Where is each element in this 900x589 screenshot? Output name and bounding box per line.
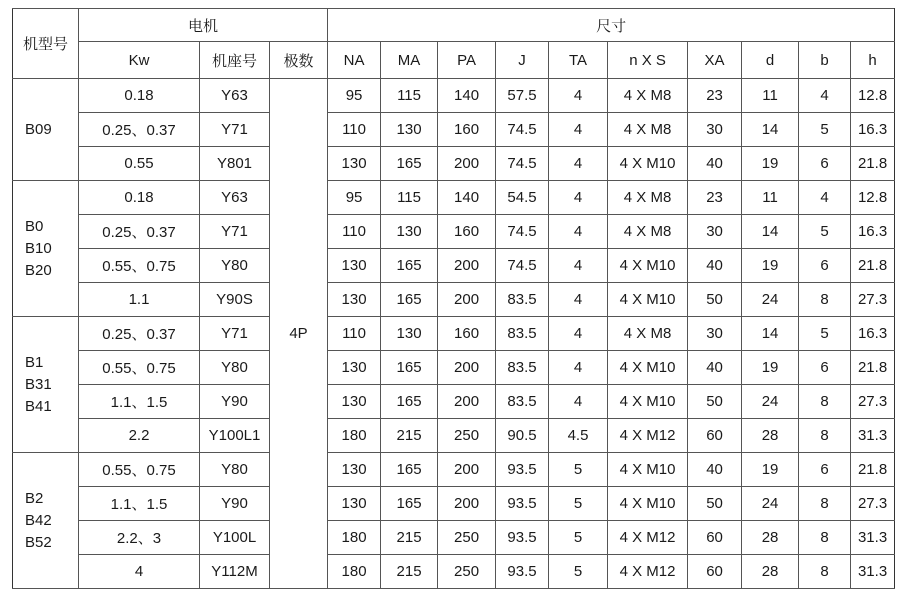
- kw-cell: 1.1、1.5: [79, 487, 200, 521]
- dim-cell-nxs: 4 X M10: [608, 487, 688, 521]
- model-name: B31: [25, 375, 52, 393]
- dim-cell-h: 31.3: [851, 521, 895, 555]
- dim-cell-xa: 50: [688, 487, 742, 521]
- dim-cell-h: 21.8: [851, 453, 895, 487]
- dim-cell-j: 83.5: [496, 317, 549, 351]
- dim-cell-ta: 4.5: [549, 419, 608, 453]
- table-row: [13, 351, 895, 385]
- kw-cell: 4: [79, 555, 200, 589]
- dim-cell-h: 16.3: [851, 317, 895, 351]
- dim-cell-ma: 130: [381, 317, 438, 351]
- dim-cell-h: 21.8: [851, 147, 895, 181]
- kw-cell: 0.55、0.75: [79, 351, 200, 385]
- dim-cell-na: 180: [328, 521, 381, 555]
- dim-cell-d: 19: [742, 453, 799, 487]
- dim-cell-na: 130: [328, 249, 381, 283]
- dim-cell-ta: 5: [549, 521, 608, 555]
- header-col-ma: MA: [381, 42, 438, 79]
- dim-cell-ma: 165: [381, 453, 438, 487]
- header-model: 机型号: [13, 9, 79, 79]
- header-col-d: d: [742, 42, 799, 79]
- dim-cell-pa: 200: [438, 453, 496, 487]
- kw-cell: 2.2、3: [79, 521, 200, 555]
- dim-cell-d: 24: [742, 385, 799, 419]
- dim-cell-ma: 115: [381, 181, 438, 215]
- dim-cell-xa: 23: [688, 79, 742, 113]
- header-dims: 尺寸: [328, 9, 895, 42]
- dim-cell-nxs: 4 X M10: [608, 283, 688, 317]
- model-name: B52: [25, 533, 52, 551]
- dim-cell-j: 57.5: [496, 79, 549, 113]
- dim-cell-ma: 165: [381, 283, 438, 317]
- header-col-na: NA: [328, 42, 381, 79]
- model-group-cell: [13, 453, 79, 589]
- dim-cell-d: 24: [742, 283, 799, 317]
- dim-cell-ta: 5: [549, 453, 608, 487]
- dim-cell-d: 19: [742, 351, 799, 385]
- dim-cell-xa: 60: [688, 521, 742, 555]
- dim-cell-pa: 160: [438, 317, 496, 351]
- dim-cell-pa: 250: [438, 419, 496, 453]
- dim-cell-ta: 5: [549, 555, 608, 589]
- table-row: [13, 249, 895, 283]
- dim-cell-nxs: 4 X M8: [608, 215, 688, 249]
- dim-cell-j: 74.5: [496, 249, 549, 283]
- table-row: [13, 317, 895, 351]
- table-row: [13, 113, 895, 147]
- header-col-j: J: [496, 42, 549, 79]
- dim-cell-pa: 140: [438, 79, 496, 113]
- dim-cell-xa: 40: [688, 453, 742, 487]
- frame-cell: Y100L: [200, 521, 270, 555]
- frame-cell: Y100L1: [200, 419, 270, 453]
- dim-cell-h: 16.3: [851, 113, 895, 147]
- model-name: B0: [25, 217, 44, 235]
- header-col-xa: XA: [688, 42, 742, 79]
- dim-cell-na: 130: [328, 283, 381, 317]
- dim-cell-ta: 4: [549, 351, 608, 385]
- kw-cell: 0.55: [79, 147, 200, 181]
- dim-cell-ta: 5: [549, 487, 608, 521]
- dim-cell-ta: 4: [549, 113, 608, 147]
- dim-cell-b: 6: [799, 351, 851, 385]
- header-kw: Kw: [79, 42, 200, 79]
- dim-cell-b: 8: [799, 283, 851, 317]
- dim-cell-b: 6: [799, 453, 851, 487]
- dim-cell-xa: 40: [688, 147, 742, 181]
- dim-cell-na: 130: [328, 453, 381, 487]
- model-name: B20: [25, 261, 52, 279]
- spec-table: [12, 8, 895, 589]
- dim-cell-ma: 165: [381, 385, 438, 419]
- dim-cell-b: 8: [799, 521, 851, 555]
- dim-cell-ta: 4: [549, 249, 608, 283]
- dim-cell-h: 16.3: [851, 215, 895, 249]
- dim-cell-ma: 215: [381, 521, 438, 555]
- frame-cell: Y90S: [200, 283, 270, 317]
- dim-cell-ma: 215: [381, 419, 438, 453]
- dim-cell-b: 6: [799, 249, 851, 283]
- table-row: [13, 453, 895, 487]
- dim-cell-d: 14: [742, 215, 799, 249]
- dim-cell-pa: 200: [438, 283, 496, 317]
- model-group-cell: [13, 79, 79, 181]
- header-row-sub: [13, 42, 895, 79]
- dim-cell-h: 21.8: [851, 249, 895, 283]
- dim-cell-na: 110: [328, 215, 381, 249]
- frame-cell: Y63: [200, 181, 270, 215]
- dim-cell-ta: 4: [549, 79, 608, 113]
- dim-cell-h: 27.3: [851, 385, 895, 419]
- dim-cell-h: 21.8: [851, 351, 895, 385]
- dim-cell-nxs: 4 X M12: [608, 521, 688, 555]
- dim-cell-na: 130: [328, 487, 381, 521]
- dim-cell-xa: 40: [688, 351, 742, 385]
- poles-cell: 4P: [270, 79, 328, 589]
- dim-cell-j: 74.5: [496, 113, 549, 147]
- dim-cell-b: 8: [799, 555, 851, 589]
- dim-cell-nxs: 4 X M10: [608, 351, 688, 385]
- dim-cell-h: 31.3: [851, 419, 895, 453]
- dim-cell-ta: 4: [549, 181, 608, 215]
- dim-cell-j: 74.5: [496, 215, 549, 249]
- model-group-cell: [13, 181, 79, 317]
- frame-cell: Y80: [200, 453, 270, 487]
- frame-cell: Y801: [200, 147, 270, 181]
- dim-cell-xa: 30: [688, 317, 742, 351]
- dim-cell-b: 8: [799, 419, 851, 453]
- kw-cell: 0.55、0.75: [79, 453, 200, 487]
- dim-cell-na: 95: [328, 79, 381, 113]
- dim-cell-ta: 4: [549, 147, 608, 181]
- frame-cell: Y90: [200, 487, 270, 521]
- dim-cell-nxs: 4 X M8: [608, 113, 688, 147]
- dim-cell-j: 74.5: [496, 147, 549, 181]
- dim-cell-pa: 140: [438, 181, 496, 215]
- dim-cell-xa: 50: [688, 283, 742, 317]
- kw-cell: 0.55、0.75: [79, 249, 200, 283]
- dim-cell-nxs: 4 X M8: [608, 79, 688, 113]
- dim-cell-pa: 160: [438, 215, 496, 249]
- table-row: [13, 147, 895, 181]
- dim-cell-pa: 200: [438, 351, 496, 385]
- dim-cell-na: 130: [328, 147, 381, 181]
- dim-cell-d: 19: [742, 249, 799, 283]
- dim-cell-xa: 30: [688, 215, 742, 249]
- dim-cell-j: 83.5: [496, 385, 549, 419]
- table-row: [13, 385, 895, 419]
- dim-cell-xa: 40: [688, 249, 742, 283]
- header-frame: 机座号: [200, 42, 270, 79]
- dim-cell-xa: 30: [688, 113, 742, 147]
- frame-cell: Y71: [200, 317, 270, 351]
- header-col-pa: PA: [438, 42, 496, 79]
- dim-cell-h: 27.3: [851, 487, 895, 521]
- dim-cell-na: 110: [328, 113, 381, 147]
- dim-cell-b: 5: [799, 215, 851, 249]
- dim-cell-pa: 160: [438, 113, 496, 147]
- dim-cell-nxs: 4 X M10: [608, 249, 688, 283]
- dim-cell-pa: 200: [438, 147, 496, 181]
- dim-cell-j: 83.5: [496, 351, 549, 385]
- dim-cell-d: 11: [742, 181, 799, 215]
- dim-cell-ma: 115: [381, 79, 438, 113]
- kw-cell: 1.1、1.5: [79, 385, 200, 419]
- model-name: B10: [25, 239, 52, 257]
- header-poles: 极数: [270, 42, 328, 79]
- dim-cell-ma: 130: [381, 215, 438, 249]
- frame-cell: Y90: [200, 385, 270, 419]
- kw-cell: 0.25、0.37: [79, 317, 200, 351]
- dim-cell-nxs: 4 X M12: [608, 555, 688, 589]
- dim-cell-d: 28: [742, 521, 799, 555]
- dim-cell-ma: 165: [381, 487, 438, 521]
- dim-cell-b: 4: [799, 181, 851, 215]
- dim-cell-nxs: 4 X M10: [608, 453, 688, 487]
- dim-cell-j: 90.5: [496, 419, 549, 453]
- dim-cell-pa: 250: [438, 555, 496, 589]
- model-name: B42: [25, 511, 52, 529]
- kw-cell: 2.2: [79, 419, 200, 453]
- dim-cell-na: 130: [328, 351, 381, 385]
- model-name: B09: [25, 120, 52, 138]
- table-row: [13, 487, 895, 521]
- dim-cell-xa: 60: [688, 419, 742, 453]
- dim-cell-b: 5: [799, 113, 851, 147]
- frame-cell: Y63: [200, 79, 270, 113]
- dim-cell-ma: 165: [381, 249, 438, 283]
- dim-cell-na: 110: [328, 317, 381, 351]
- model-name: B2: [25, 489, 44, 507]
- dim-cell-ta: 4: [549, 215, 608, 249]
- frame-cell: Y80: [200, 351, 270, 385]
- kw-cell: 1.1: [79, 283, 200, 317]
- dim-cell-xa: 50: [688, 385, 742, 419]
- dim-cell-ta: 4: [549, 317, 608, 351]
- header-col-b: b: [799, 42, 851, 79]
- dim-cell-j: 83.5: [496, 283, 549, 317]
- dim-cell-d: 14: [742, 317, 799, 351]
- header-col-ta: TA: [549, 42, 608, 79]
- dim-cell-na: 95: [328, 181, 381, 215]
- kw-cell: 0.25、0.37: [79, 113, 200, 147]
- dim-cell-h: 12.8: [851, 79, 895, 113]
- dim-cell-h: 12.8: [851, 181, 895, 215]
- dim-cell-ma: 215: [381, 555, 438, 589]
- dim-cell-b: 8: [799, 385, 851, 419]
- kw-cell: 0.25、0.37: [79, 215, 200, 249]
- dim-cell-xa: 23: [688, 181, 742, 215]
- dim-cell-ma: 165: [381, 147, 438, 181]
- dim-cell-j: 93.5: [496, 521, 549, 555]
- dim-cell-nxs: 4 X M8: [608, 181, 688, 215]
- dim-cell-b: 8: [799, 487, 851, 521]
- kw-cell: 0.18: [79, 181, 200, 215]
- table-row: [13, 555, 895, 589]
- dim-cell-nxs: 4 X M10: [608, 147, 688, 181]
- dim-cell-d: 19: [742, 147, 799, 181]
- dim-cell-b: 6: [799, 147, 851, 181]
- dim-cell-ma: 130: [381, 113, 438, 147]
- dim-cell-d: 24: [742, 487, 799, 521]
- model-name: B41: [25, 397, 52, 415]
- dim-cell-na: 130: [328, 385, 381, 419]
- table-row: [13, 521, 895, 555]
- kw-cell: 0.18: [79, 79, 200, 113]
- header-col-h: h: [851, 42, 895, 79]
- dim-cell-h: 31.3: [851, 555, 895, 589]
- model-group-cell: [13, 317, 79, 453]
- dim-cell-d: 28: [742, 419, 799, 453]
- frame-cell: Y112M: [200, 555, 270, 589]
- dim-cell-ta: 4: [549, 283, 608, 317]
- table-row: [13, 79, 895, 113]
- header-col-nxs: n X S: [608, 42, 688, 79]
- dim-cell-j: 93.5: [496, 555, 549, 589]
- header-row-top: [13, 9, 895, 42]
- dim-cell-d: 14: [742, 113, 799, 147]
- frame-cell: Y71: [200, 113, 270, 147]
- table-row: [13, 283, 895, 317]
- dim-cell-j: 93.5: [496, 453, 549, 487]
- dim-cell-pa: 250: [438, 521, 496, 555]
- dim-cell-ta: 4: [549, 385, 608, 419]
- frame-cell: Y71: [200, 215, 270, 249]
- dim-cell-pa: 200: [438, 487, 496, 521]
- dim-cell-h: 27.3: [851, 283, 895, 317]
- model-name: B1: [25, 353, 44, 371]
- dim-cell-b: 4: [799, 79, 851, 113]
- dim-cell-xa: 60: [688, 555, 742, 589]
- dim-cell-na: 180: [328, 555, 381, 589]
- table-row: [13, 181, 895, 215]
- table-row: [13, 215, 895, 249]
- dim-cell-nxs: 4 X M8: [608, 317, 688, 351]
- frame-cell: Y80: [200, 249, 270, 283]
- header-motor: 电机: [79, 9, 328, 42]
- dim-cell-nxs: 4 X M12: [608, 419, 688, 453]
- dim-cell-nxs: 4 X M10: [608, 385, 688, 419]
- dim-cell-ma: 165: [381, 351, 438, 385]
- table-row: [13, 419, 895, 453]
- dim-cell-j: 54.5: [496, 181, 549, 215]
- dim-cell-na: 180: [328, 419, 381, 453]
- dim-cell-pa: 200: [438, 249, 496, 283]
- dim-cell-d: 11: [742, 79, 799, 113]
- dim-cell-j: 93.5: [496, 487, 549, 521]
- dim-cell-d: 28: [742, 555, 799, 589]
- dim-cell-b: 5: [799, 317, 851, 351]
- dim-cell-pa: 200: [438, 385, 496, 419]
